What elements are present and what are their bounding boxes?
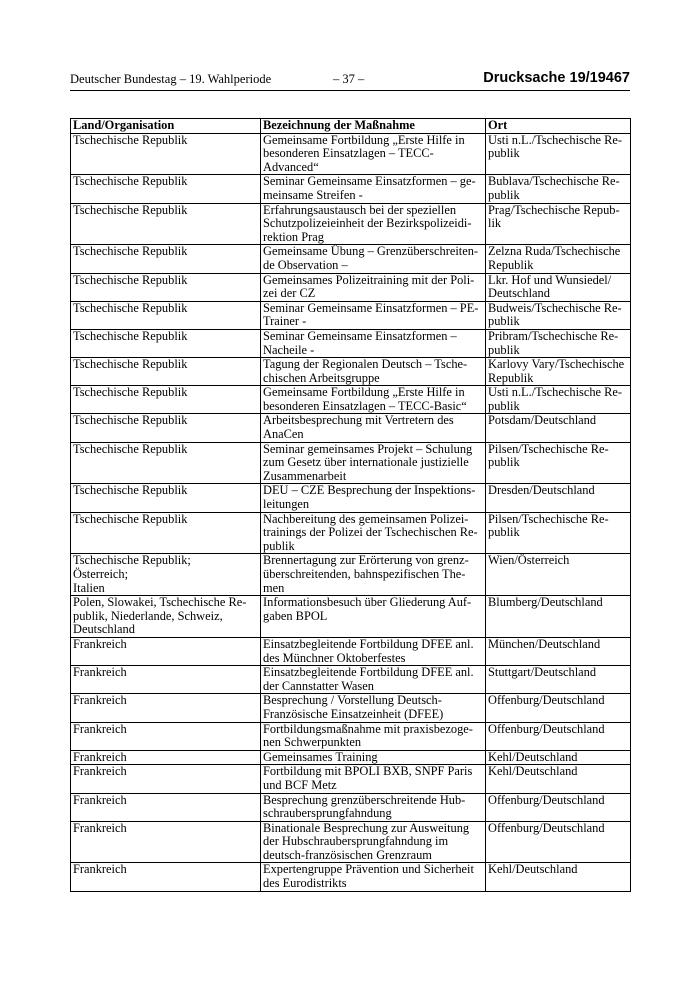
cell-measure: DEU – CZE Besprechung der Inspektions- leitungen bbox=[261, 484, 486, 512]
cell-country: Tschechische Republik bbox=[71, 203, 261, 245]
cell-location: Zelzna Ruda/Tschechische Republik bbox=[486, 245, 631, 273]
cell-country: Frankreich bbox=[71, 793, 261, 821]
cell-measure: Gemeinsames Training bbox=[261, 750, 486, 765]
cell-country: Tschechische Republik bbox=[71, 273, 261, 301]
cell-measure: Informationsbesuch über Gliederung Auf- gaben BPOL bbox=[261, 596, 486, 638]
cell-location: Potsdam/Deutschland bbox=[486, 414, 631, 442]
table-row bbox=[71, 329, 631, 357]
cell-country: Tschechische Republik bbox=[71, 175, 261, 203]
table-row bbox=[71, 301, 631, 329]
cell-location: Lkr. Hof und Wunsiedel/ Deutschland bbox=[486, 273, 631, 301]
table-row bbox=[71, 512, 631, 554]
table-row bbox=[71, 414, 631, 442]
table-row bbox=[71, 203, 631, 245]
column-header-location: Ort bbox=[486, 119, 631, 134]
cell-country: Tschechische Republik bbox=[71, 386, 261, 414]
cell-location: München/Deutschland bbox=[486, 637, 631, 665]
cell-country: Polen, Slowakei, Tschechische Re- publik, Niederlande, Schweiz, Deutschland bbox=[71, 596, 261, 638]
cell-country: Tschechische Republik bbox=[71, 245, 261, 273]
document-number bbox=[483, 70, 630, 86]
table-row bbox=[71, 637, 631, 665]
table-row bbox=[71, 722, 631, 750]
table-row bbox=[71, 554, 631, 596]
cell-measure: Brennertagung zur Erörterung von grenz- überschreitenden, bahnspezifischen The- men bbox=[261, 554, 486, 596]
cell-location: Kehl/Deutschland bbox=[486, 765, 631, 793]
table-row bbox=[71, 133, 631, 175]
cell-country: Frankreich bbox=[71, 765, 261, 793]
cell-location: Karlovy Vary/Tschechische Republik bbox=[486, 358, 631, 386]
table-row bbox=[71, 821, 631, 863]
doc-number: 19467 bbox=[589, 70, 630, 86]
cell-country: Tschechische Republik bbox=[71, 484, 261, 512]
cell-measure: Einsatzbegleitende Fortbildung DFEE anl. der Cannstatter Wasen bbox=[261, 666, 486, 694]
doc-label: Drucksache 19/ bbox=[483, 70, 590, 86]
cell-location: Usti n.L./Tschechische Re- publik bbox=[486, 386, 631, 414]
cell-location: Wien/Österreich bbox=[486, 554, 631, 596]
column-header-country: Land/Organisation bbox=[71, 119, 261, 134]
cell-location: Offenburg/Deutschland bbox=[486, 694, 631, 722]
cell-country: Tschechische Republik bbox=[71, 133, 261, 175]
cell-country: Tschechische Republik; Österreich; Italien bbox=[71, 554, 261, 596]
cell-country: Tschechische Republik bbox=[71, 358, 261, 386]
cell-measure: Seminar gemeinsames Projekt – Schulung zum Gesetz über internationale justizielle Zusammenarbeit bbox=[261, 442, 486, 484]
cell-measure: Arbeitsbesprechung mit Vertretern des AnaCen bbox=[261, 414, 486, 442]
cell-location: Blumberg/Deutschland bbox=[486, 596, 631, 638]
table-row bbox=[71, 484, 631, 512]
table-row bbox=[71, 273, 631, 301]
table-row bbox=[71, 245, 631, 273]
table-row bbox=[71, 358, 631, 386]
cell-measure: Fortbildung mit BPOLI BXB, SNPF Paris und BCF Metz bbox=[261, 765, 486, 793]
page-header bbox=[70, 70, 630, 91]
cell-measure: Seminar Gemeinsame Einsatzformen – PE- Trainer - bbox=[261, 301, 486, 329]
table-body bbox=[71, 133, 631, 891]
cell-location: Kehl/Deutschland bbox=[486, 863, 631, 891]
cell-location: Offenburg/Deutschland bbox=[486, 793, 631, 821]
table-row bbox=[71, 386, 631, 414]
cell-country: Frankreich bbox=[71, 750, 261, 765]
cell-location: Offenburg/Deutschland bbox=[486, 722, 631, 750]
cell-country: Frankreich bbox=[71, 821, 261, 863]
cell-country: Frankreich bbox=[71, 637, 261, 665]
cell-location: Pilsen/Tschechische Re- publik bbox=[486, 442, 631, 484]
cell-country: Tschechische Republik bbox=[71, 301, 261, 329]
cell-measure: Expertengruppe Prävention und Sicherheit des Eurodistrikts bbox=[261, 863, 486, 891]
table-row bbox=[71, 694, 631, 722]
cell-measure: Gemeinsames Polizeitraining mit der Poli- zei der CZ bbox=[261, 273, 486, 301]
cell-measure: Binationale Besprechung zur Ausweitung der Hubschraubersprungfahndung im deutsch-französischen Grenzraum bbox=[261, 821, 486, 863]
page-number: – 37 – bbox=[333, 72, 365, 86]
table-row bbox=[71, 863, 631, 891]
table-row bbox=[71, 793, 631, 821]
cell-country: Tschechische Republik bbox=[71, 442, 261, 484]
table-row bbox=[71, 175, 631, 203]
cell-location: Budweis/Tschechische Re- publik bbox=[486, 301, 631, 329]
table-row bbox=[71, 666, 631, 694]
table-row bbox=[71, 442, 631, 484]
cell-measure: Besprechung grenzüberschreitende Hub- schraubersprungfahndung bbox=[261, 793, 486, 821]
cell-measure: Erfahrungsaustausch bei der speziellen Schutzpolizeieinheit der Bezirkspolizeidi- rektion Prag bbox=[261, 203, 486, 245]
cell-measure: Gemeinsame Übung – Grenzüberschreiten- de Observation – bbox=[261, 245, 486, 273]
cell-location: Pribram/Tschechische Re- publik bbox=[486, 329, 631, 357]
cell-country: Tschechische Republik bbox=[71, 329, 261, 357]
cell-measure: Nachbereitung des gemeinsamen Polizei- trainings der Polizei der Tschechischen Re- publik bbox=[261, 512, 486, 554]
cell-location: Stuttgart/Deutschland bbox=[486, 666, 631, 694]
table-row bbox=[71, 750, 631, 765]
cell-measure: Gemeinsame Fortbildung „Erste Hilfe in besonderen Einsatzlagen – TECC-Basic“ bbox=[261, 386, 486, 414]
cell-measure: Besprechung / Vorstellung Deutsch- Französische Einsatzeinheit (DFEE) bbox=[261, 694, 486, 722]
table-row bbox=[71, 596, 631, 638]
cell-country: Frankreich bbox=[71, 694, 261, 722]
cell-country: Tschechische Republik bbox=[71, 512, 261, 554]
cell-location: Bublava/Tschechische Re- publik bbox=[486, 175, 631, 203]
table-row bbox=[71, 765, 631, 793]
cell-measure: Seminar Gemeinsame Einsatzformen – ge- meinsame Streifen - bbox=[261, 175, 486, 203]
cell-location: Dresden/Deutschland bbox=[486, 484, 631, 512]
measures-table bbox=[70, 118, 631, 892]
cell-location: Prag/Tschechische Repub- lik bbox=[486, 203, 631, 245]
header-parliament: Deutscher Bundestag – 19. Wahlperiode bbox=[70, 72, 272, 86]
cell-location: Pilsen/Tschechische Re- publik bbox=[486, 512, 631, 554]
cell-measure: Fortbildungsmaßnahme mit praxisbezoge- nen Schwerpunkten bbox=[261, 722, 486, 750]
cell-measure: Seminar Gemeinsame Einsatzformen – Nacheile - bbox=[261, 329, 486, 357]
cell-measure: Tagung der Regionalen Deutsch – Tsche- chischen Arbeitsgruppe bbox=[261, 358, 486, 386]
cell-country: Frankreich bbox=[71, 722, 261, 750]
cell-measure: Gemeinsame Fortbildung „Erste Hilfe in besonderen Einsatzlagen – TECC- Advanced“ bbox=[261, 133, 486, 175]
cell-country: Frankreich bbox=[71, 863, 261, 891]
cell-country: Frankreich bbox=[71, 666, 261, 694]
cell-location: Kehl/Deutschland bbox=[486, 750, 631, 765]
table-header-row bbox=[71, 119, 631, 134]
column-header-measure: Bezeichnung der Maßnahme bbox=[261, 119, 486, 134]
cell-measure: Einsatzbegleitende Fortbildung DFEE anl. des Münchner Oktoberfestes bbox=[261, 637, 486, 665]
cell-location: Usti n.L./Tschechische Re- publik bbox=[486, 133, 631, 175]
cell-location: Offenburg/Deutschland bbox=[486, 821, 631, 863]
cell-country: Tschechische Republik bbox=[71, 414, 261, 442]
